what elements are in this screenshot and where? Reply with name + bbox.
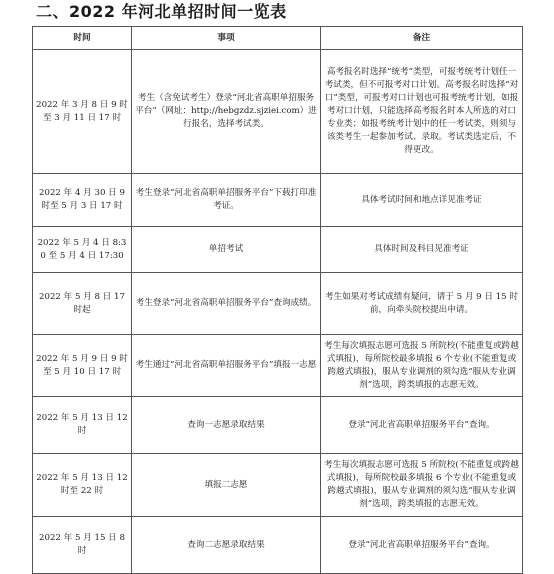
row-time: 2022 年 3 月 8 日 9 时至 3 月 11 日 17 时 <box>33 50 132 174</box>
row-time: 2022 年 5 月 4 日 8:30 至 5 月 4 日 17:30 <box>33 227 132 273</box>
table-row <box>33 454 523 517</box>
row-item: 考生通过“河北省高职单招服务平台”填报一志愿 <box>132 335 321 397</box>
row-time: 2022 年 5 月 13 日 12 时 <box>33 397 132 454</box>
header-note: 备注 <box>321 27 523 50</box>
page-title: 二、2022 年河北单招时间一览表 <box>36 2 287 21</box>
row-item: 考生登录“河北省高职单招服务平台”查询成绩。 <box>132 273 321 335</box>
table-row <box>33 227 523 273</box>
row-time: 2022 年 4 月 30 日 9 时至 5 月 3 日 17 时 <box>33 174 132 227</box>
row-note: 登录“河北省高职单招服务平台”查询。 <box>321 517 523 574</box>
row-time: 2022 年 5 月 8 日 17 时起 <box>33 273 132 335</box>
table-row <box>33 335 523 397</box>
row-item: 填报二志愿 <box>132 454 321 517</box>
row-item: 单招考试 <box>132 227 321 273</box>
table-row <box>33 174 523 227</box>
table-row <box>33 397 523 454</box>
row-note: 登录“河北省高职单招服务平台”查询。 <box>321 397 523 454</box>
row-note: 考生每次填报志愿可选报 5 所院校(不能重复或跨越式填报)，每所院校最多填报 6 个专业(不能重复或跨越式填报)，服从专业调剂的须勾选“服从专业调剂”选项，跨类填报的志愿无效。 <box>321 335 523 397</box>
row-item: 考生（含免试考生）登录“河北省高职单招服务平台”（网址：http://hebgzdz.sjziei.com）进行报名，选择考试类。 <box>132 50 321 174</box>
row-note: 具体时间及科目见准考证 <box>321 227 523 273</box>
table-row <box>33 517 523 574</box>
row-note: 具体考试时间和地点详见准考证 <box>321 174 523 227</box>
row-time: 2022 年 5 月 13 日 12 时至 22 时 <box>33 454 132 517</box>
table-header-row <box>33 27 523 50</box>
row-item: 查询一志愿录取结果 <box>132 397 321 454</box>
header-item: 事项 <box>132 27 321 50</box>
header-time: 时间 <box>33 27 132 50</box>
row-item: 考生登录“河北省高职单招服务平台”下载打印准考证。 <box>132 174 321 227</box>
table-row <box>33 50 523 174</box>
row-item: 查询二志愿录取结果 <box>132 517 321 574</box>
table-row <box>33 273 523 335</box>
row-note: 高考报名时选择“统考”类型，可报考统考计划任一考试类，但不可报考对口计划。高考报名时选择“对口”类型，可报考对口计划也可报考统考计划，如报考对口计划，只能选择高考报名时本人所选的对口专业类；如报考统考计划中的任一考试类，则须与该类考生一起参加考试、录取。考试类选定后，不得更改。 <box>321 50 523 174</box>
schedule-table <box>32 26 523 574</box>
row-note: 考生如果对考试成绩有疑问，请于 5 月 9 日 15 时前，向牵头院校提出申请。 <box>321 273 523 335</box>
row-time: 2022 年 5 月 9 日 9 时至 5 月 10 日 17 时 <box>33 335 132 397</box>
row-time: 2022 年 5 月 15 日 8 时 <box>33 517 132 574</box>
row-note: 考生每次填报志愿可选报 5 所院校(不能重复或跨越式填报)，每所院校最多填报 6 个专业(不能重复或跨越式填报)，服从专业调剂的须勾选“服从专业调剂”选项，跨类填报的志愿无效。 <box>321 454 523 517</box>
